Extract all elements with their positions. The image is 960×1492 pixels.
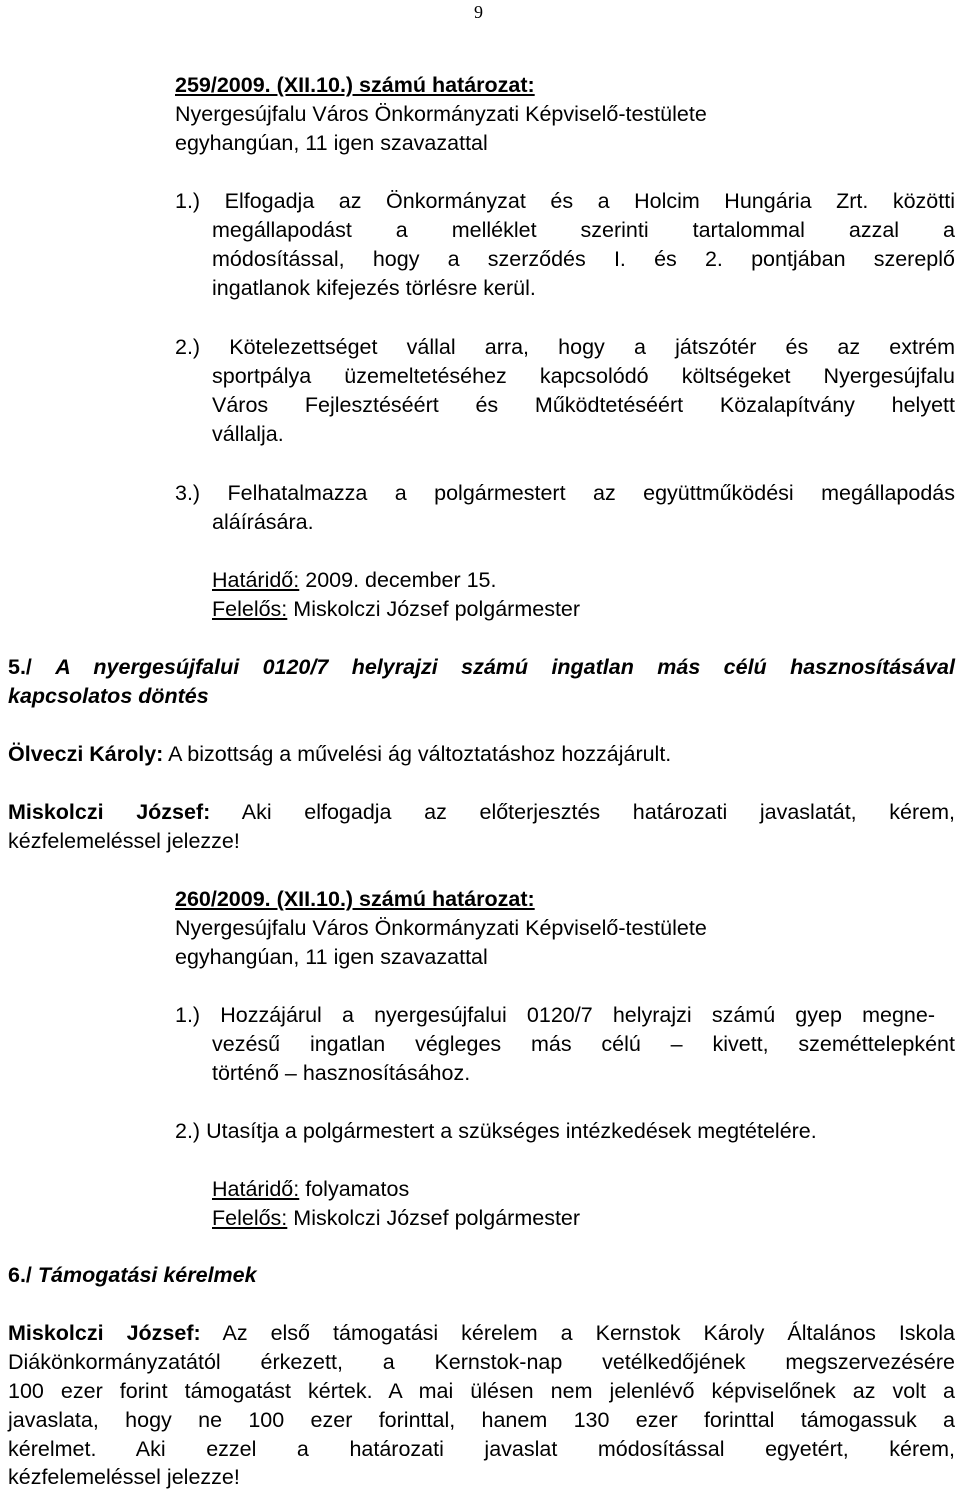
res260-item1-line2: vezésű ingatlan végleges más célú – kivett, szeméttelepként	[212, 1032, 955, 1056]
section6-para-line4: javaslata, hogy ne 100 ezer forinttal, hanem 130 ezer forinttal támogassuk a	[8, 1408, 955, 1432]
section6-para-line2: Diákönkormányzatától érkezett, a Kernstok-nap vetélkedőjének megszervezésére	[8, 1350, 955, 1374]
deadline-label: Határidő:	[212, 1177, 300, 1201]
section5-speaker1	[8, 740, 671, 769]
section6-para-line6: kézfelemeléssel jelezze!	[8, 1465, 240, 1489]
section5-speaker2-line1	[8, 798, 955, 827]
res259-item1-line4: ingatlanok kifejezés törlésre kerül.	[212, 276, 536, 300]
res260-deadline	[212, 1175, 409, 1204]
res259-item2-line4: vállalja.	[212, 422, 284, 446]
section5-heading: A nyergesújfalui 0120/7 helyrajzi számú ingatlan más célú hasznosításával	[55, 655, 955, 679]
resolution-259-vote: egyhangúan, 11 igen szavazattal	[175, 131, 488, 155]
resolution-260-body: Nyergesújfalu Város Önkormányzati Képviselő-testülete	[175, 916, 707, 940]
page-number: 9	[474, 2, 483, 22]
res259-item3-line2: aláírására.	[212, 510, 314, 534]
speaker-name: Ölveczi Károly:	[8, 742, 164, 766]
responsible-label: Felelős:	[212, 1206, 288, 1230]
resolution-260-vote: egyhangúan, 11 igen szavazattal	[175, 945, 488, 969]
section6-para-line1	[8, 1319, 955, 1348]
resolution-260-title: 260/2009. (XII.10.) számú határozat:	[175, 887, 535, 911]
resolution-259-body: Nyergesújfalu Város Önkormányzati Képviselő-testülete	[175, 102, 707, 126]
responsible-value: Miskolczi József polgármester	[293, 597, 581, 621]
speaker-name: Miskolczi József:	[8, 1321, 201, 1345]
speaker-text: Aki elfogadja az előterjesztés határozati javaslatát, kérem,	[241, 800, 955, 824]
res259-deadline	[212, 566, 496, 595]
resolution-259-title: 259/2009. (XII.10.) számú határozat:	[175, 73, 535, 97]
res259-item1-line3: módosítással, hogy a szerződés I. és 2. pontjában szereplő	[212, 247, 955, 271]
deadline-value: folyamatos	[305, 1177, 410, 1201]
speaker-name: Miskolczi József:	[8, 800, 211, 824]
responsible-value: Miskolczi József polgármester	[293, 1206, 581, 1230]
section6-heading	[8, 1261, 257, 1290]
section5-heading-line2: kapcsolatos döntés	[8, 684, 209, 708]
section6-para-line3: 100 ezer forint támogatást kértek. A mai ülésen nem jelenlévő képviselőnek az volt a	[8, 1379, 955, 1403]
res259-item3-line1: 3.) Felhatalmazza a polgármestert az együttműködési megállapodás	[175, 481, 955, 505]
res260-item2: 2.) Utasítja a polgármestert a szükséges intézkedések megtételére.	[175, 1119, 817, 1143]
res259-item1-line2: megállapodást a melléklet szerinti tartalommal azzal a	[212, 218, 955, 242]
res259-item1-line1: 1.) Elfogadja az Önkormányzat és a Holcim Hungária Zrt. közötti	[175, 189, 955, 213]
res259-item2-line2: sportpálya üzemeltetéséhez kapcsolódó költségeket Nyergesújfalu	[212, 364, 955, 388]
res259-item2-line1: 2.) Kötelezettséget vállal arra, hogy a játszótér és az extrém	[175, 335, 955, 359]
speaker-text: Az első támogatási kérelem a Kernstok Károly Általános Iskola	[222, 1321, 955, 1345]
section5-heading-line1	[8, 653, 955, 682]
deadline-value: 2009. december 15.	[305, 568, 497, 592]
responsible-label: Felelős:	[212, 597, 288, 621]
section6-title: Támogatási kérelmek	[37, 1263, 257, 1287]
section6-number: 6./	[8, 1263, 32, 1287]
res260-responsible	[212, 1204, 580, 1233]
res260-item1-line3: történő – hasznosításához.	[212, 1061, 471, 1085]
res259-responsible	[212, 595, 580, 624]
speaker-text: A bizottság a művelési ág változtatáshoz hozzájárult.	[168, 742, 672, 766]
section5-speaker2-line2: kézfelemeléssel jelezze!	[8, 829, 240, 853]
res259-item2-line3: Város Fejlesztéséért és Működtetéséért Közalapítvány helyett	[212, 393, 955, 417]
section6-para-line5: kérelmet. Aki ezzel a határozati javaslat módosítással egyetért, kérem,	[8, 1437, 955, 1461]
res260-item1-line1: 1.) Hozzájárul a nyergesújfalui 0120/7 helyrajzi számú gyep megne-	[175, 1003, 935, 1027]
section5-number: 5./	[8, 655, 32, 679]
deadline-label: Határidő:	[212, 568, 300, 592]
